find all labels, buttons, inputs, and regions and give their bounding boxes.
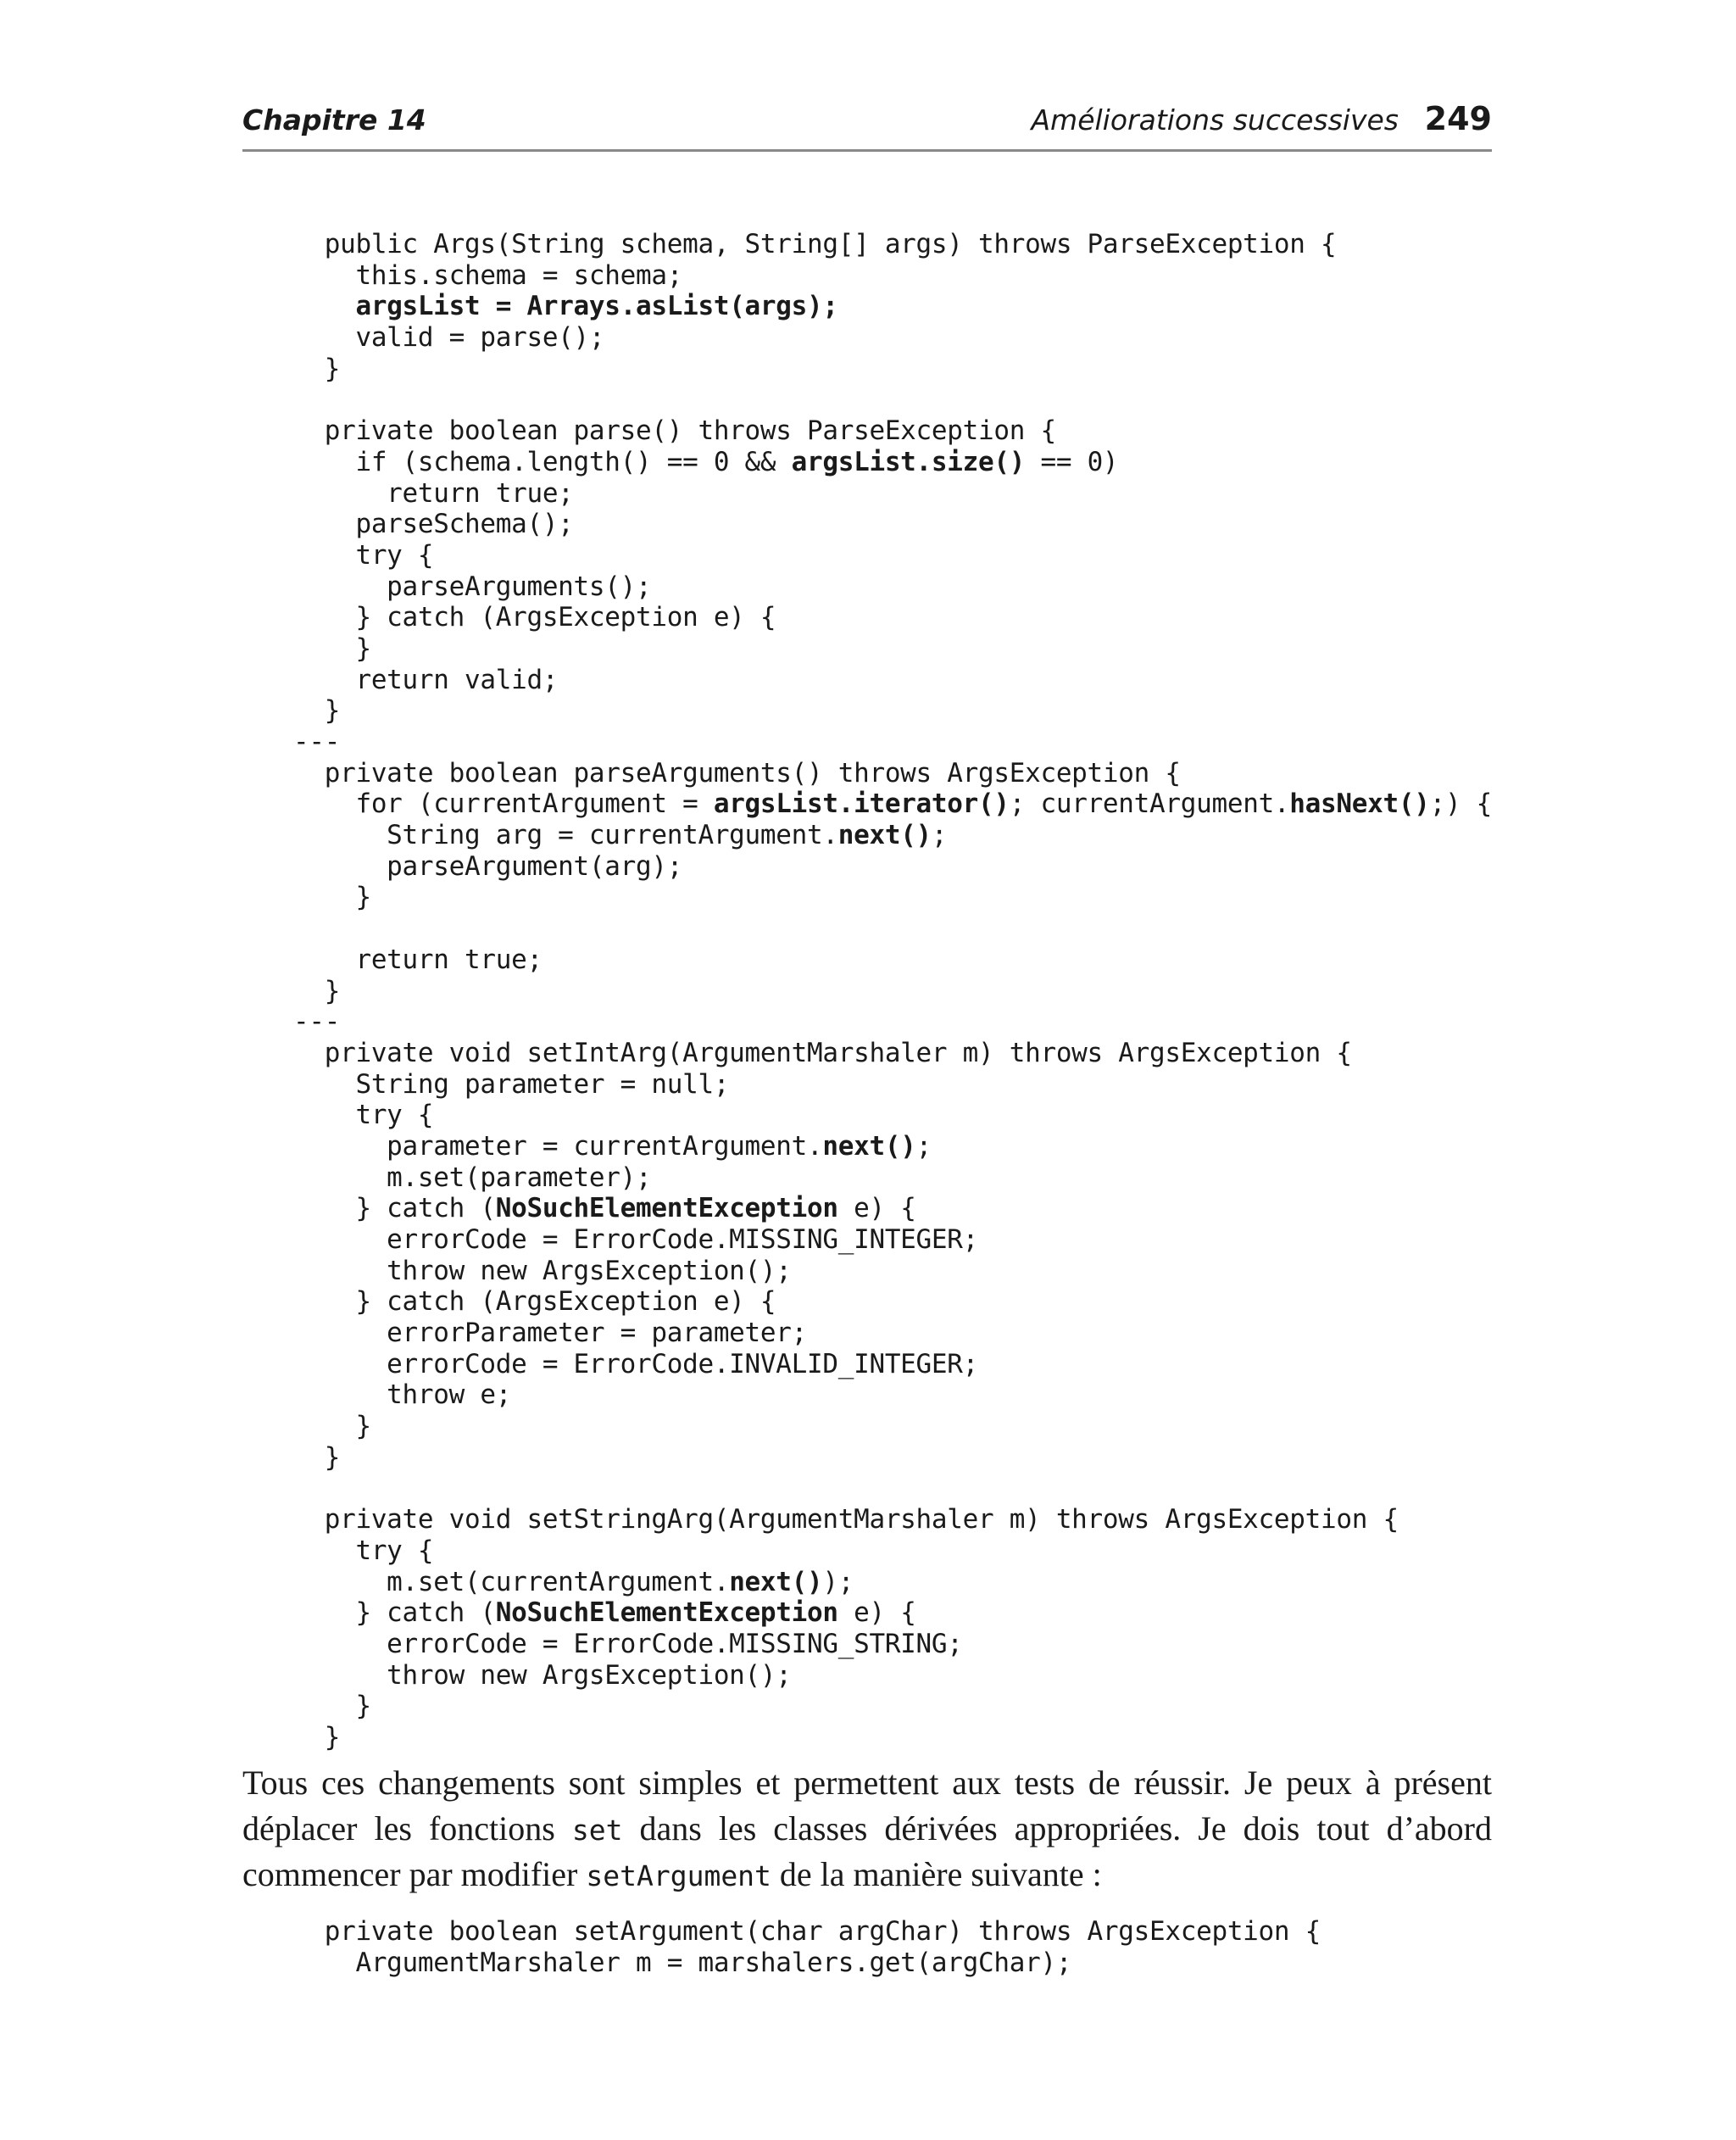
code-line: throw new ArgsException(); <box>293 1255 792 1286</box>
inline-code: setArgument <box>586 1859 771 1892</box>
paragraph-text: déplacer les fonctions <box>242 1809 572 1847</box>
code-line: try { <box>293 1100 434 1131</box>
code-line: } catch (ArgsException e) { <box>293 602 776 633</box>
code-line: errorCode = ErrorCode.MISSING_STRING; <box>293 1628 963 1659</box>
code-highlight: NoSuchElementException <box>495 1597 838 1629</box>
code-block-1 <box>293 229 1492 1753</box>
code-line: String arg = currentArgument.next(); <box>293 820 948 851</box>
code-highlight: hasNext() <box>1289 789 1430 820</box>
code-line: } <box>293 695 341 727</box>
paragraph-text: dans les classes dérivées appropriées. Je dois tout d’abord <box>622 1809 1493 1847</box>
section-title: Améliorations successives <box>1031 103 1399 137</box>
code-line: private void setIntArg(ArgumentMarshaler m) throws ArgsException { <box>293 1037 1352 1068</box>
code-line: } <box>293 1722 341 1753</box>
code-line: } catch (ArgsException e) { <box>293 1286 776 1318</box>
code-line: for (currentArgument = argsList.iterator(); currentArgument.hasNext();) { <box>293 789 1493 820</box>
code-line: parseSchema(); <box>293 509 574 540</box>
code-line: private boolean parse() throws ParseException { <box>293 415 1056 447</box>
code-highlight: next() <box>729 1566 823 1597</box>
code-line: parameter = currentArgument.next(); <box>293 1130 932 1162</box>
code-line: } <box>293 975 341 1006</box>
paragraph-text: de la manière suivante : <box>771 1855 1102 1893</box>
code-line: errorParameter = parameter; <box>293 1318 807 1349</box>
code-line: this.schema = schema; <box>293 259 683 291</box>
paragraph-line-3 <box>242 1852 1492 1898</box>
code-line: return true; <box>293 477 574 509</box>
code-highlight: next() <box>837 820 932 851</box>
code-line: --- <box>293 1006 341 1038</box>
inline-code: set <box>571 1814 623 1847</box>
code-line <box>293 384 1492 415</box>
code-line: errorCode = ErrorCode.MISSING_INTEGER; <box>293 1224 978 1255</box>
paragraph-text: commencer par modifier <box>242 1855 587 1893</box>
code-line: } <box>293 882 371 913</box>
code-line: private void setStringArg(ArgumentMarshaler m) throws ArgsException { <box>293 1504 1399 1535</box>
code-highlight: argsList.size() <box>791 446 1026 477</box>
code-line <box>293 291 1492 322</box>
paragraph-line-1: Tous ces changements sont simples et permettent aux tests de réussir. Je peux à présent <box>242 1764 1492 1802</box>
code-highlight: NoSuchElementException <box>495 1193 838 1224</box>
code-line: throw new ArgsException(); <box>293 1659 792 1691</box>
code-line: m.set(currentArgument.next()); <box>293 1566 854 1597</box>
code-highlight: argsList = Arrays.asList(args); <box>355 291 838 322</box>
code-line: parseArgument(arg); <box>293 850 683 882</box>
code-line <box>293 913 1492 945</box>
code-line: } <box>293 1411 371 1442</box>
body-paragraph <box>242 1760 1492 1898</box>
code-highlight: next() <box>822 1130 916 1162</box>
header-rule <box>242 149 1492 152</box>
code-line: throw e; <box>293 1379 512 1411</box>
code-line: private boolean parseArguments() throws ArgsException { <box>293 757 1181 789</box>
code-line: private boolean setArgument(char argChar) throws ArgsException { <box>293 1916 1321 1947</box>
code-line: return true; <box>293 944 542 975</box>
code-line: m.set(parameter); <box>293 1162 652 1193</box>
code-highlight: argsList.iterator() <box>713 789 1010 820</box>
code-line <box>293 1474 1492 1505</box>
code-line: String parameter = null; <box>293 1068 730 1100</box>
code-line: --- <box>293 727 341 757</box>
code-line: } <box>293 1691 371 1722</box>
code-line: ArgumentMarshaler m = marshalers.get(argChar); <box>293 1947 1072 1978</box>
code-line: try { <box>293 539 434 571</box>
code-line: public Args(String schema, String[] args) throws ParseException { <box>293 229 1337 259</box>
chapter-label: Chapitre 14 <box>242 103 426 137</box>
code-block-2 <box>293 1916 1321 1978</box>
code-line: } catch (NoSuchElementException e) { <box>293 1193 916 1224</box>
code-line: } catch (NoSuchElementException e) { <box>293 1597 916 1629</box>
page-number: 249 <box>1424 100 1492 137</box>
page-header <box>242 95 1492 148</box>
code-line: if (schema.length() == 0 && argsList.size() == 0) <box>293 446 1119 477</box>
paragraph-line-2 <box>242 1806 1492 1852</box>
code-line: return valid; <box>293 664 559 695</box>
code-line: valid = parse(); <box>293 322 605 354</box>
code-line: errorCode = ErrorCode.INVALID_INTEGER; <box>293 1348 978 1379</box>
code-line: } <box>293 633 371 664</box>
code-line: try { <box>293 1535 434 1566</box>
code-line: parseArguments(); <box>293 571 652 602</box>
code-line: } <box>293 353 341 384</box>
code-line: } <box>293 1441 341 1473</box>
